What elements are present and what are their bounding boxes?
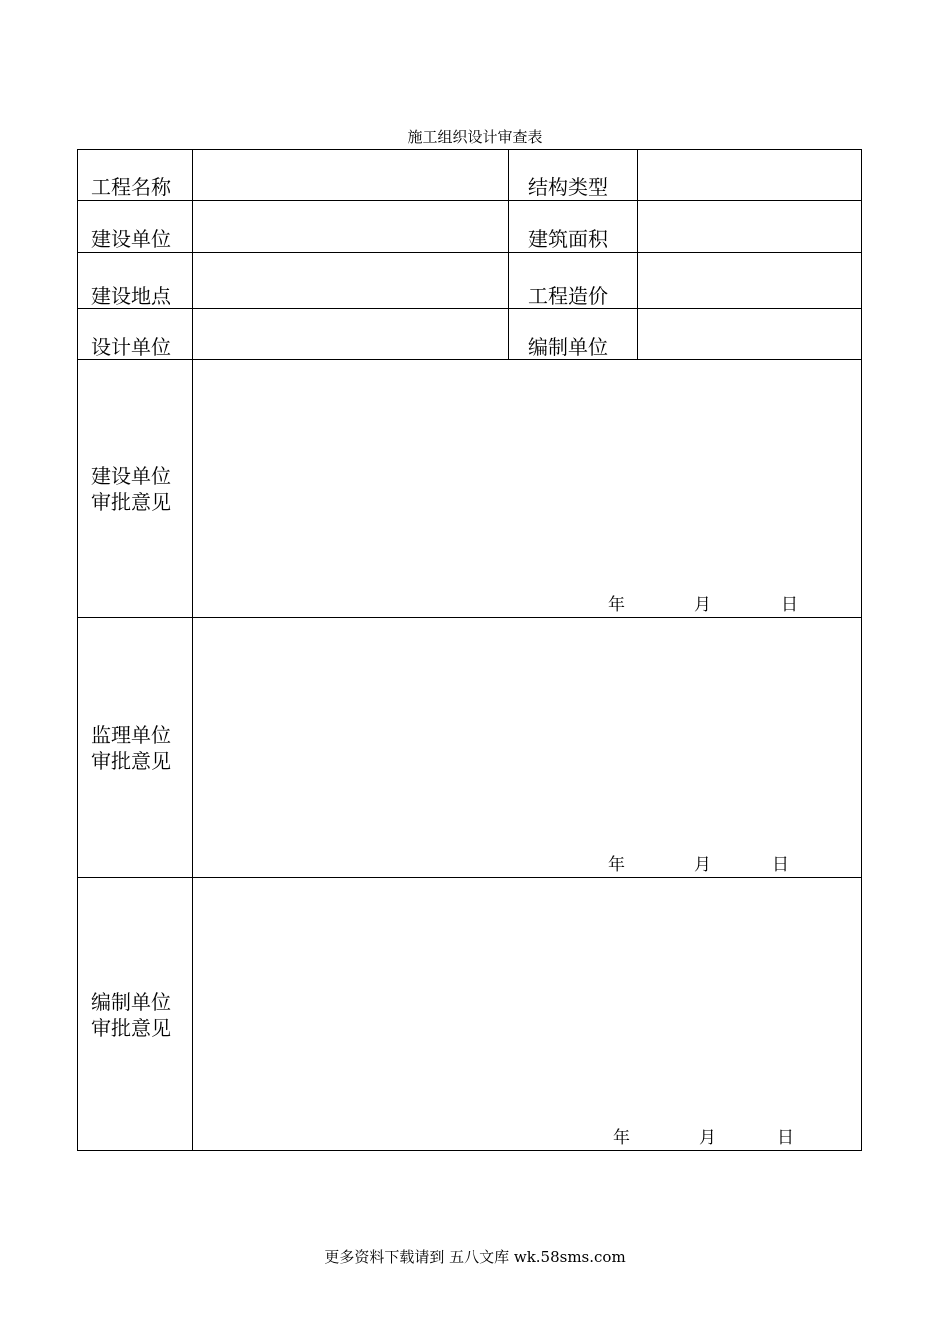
date-month-label: 月 bbox=[694, 595, 711, 615]
row-divider bbox=[77, 617, 862, 618]
date-day-label: 日 bbox=[777, 1128, 794, 1148]
footer-text: 更多资料下载请到 五八文库 wk.58sms.com bbox=[324, 1248, 626, 1266]
info-mid-divider-2 bbox=[637, 149, 638, 360]
date-day-label: 日 bbox=[772, 855, 789, 875]
table-border-right bbox=[861, 149, 862, 1151]
structure-type-label: 结构类型 bbox=[528, 175, 608, 199]
date-year-label: 年 bbox=[608, 855, 625, 875]
row-divider bbox=[77, 200, 862, 201]
project-name-label: 工程名称 bbox=[91, 175, 171, 199]
date-year-label: 年 bbox=[613, 1128, 630, 1148]
project-cost-label: 工程造价 bbox=[528, 284, 608, 308]
page-title: 施工组织设计审查表 bbox=[407, 128, 543, 146]
approval-label-line1: 编制单位 bbox=[91, 990, 171, 1014]
builder-approval-label bbox=[91, 463, 191, 515]
info-mid-divider-1 bbox=[508, 149, 509, 360]
approval-label-line2: 审批意见 bbox=[91, 490, 171, 514]
building-area-label: 建筑面积 bbox=[528, 227, 608, 251]
date-month-label: 月 bbox=[694, 855, 711, 875]
date-day-label: 日 bbox=[781, 595, 798, 615]
row-divider bbox=[77, 359, 862, 360]
compiler-unit-label: 编制单位 bbox=[528, 335, 608, 359]
table-border-bottom bbox=[77, 1150, 862, 1151]
label-column-divider bbox=[192, 149, 193, 1151]
build-location-label: 建设地点 bbox=[91, 284, 171, 308]
builder-unit-label: 建设单位 bbox=[91, 227, 171, 251]
design-unit-label: 设计单位 bbox=[91, 335, 171, 359]
table-border-left bbox=[77, 149, 78, 1151]
row-divider bbox=[77, 308, 862, 309]
date-month-label: 月 bbox=[699, 1128, 716, 1148]
approval-label-line2: 审批意见 bbox=[91, 749, 171, 773]
table-border-top bbox=[77, 149, 862, 150]
compiler-approval-label bbox=[91, 989, 191, 1041]
supervisor-approval-label bbox=[91, 722, 191, 774]
approval-label-line1: 监理单位 bbox=[91, 723, 171, 747]
approval-label-line1: 建设单位 bbox=[91, 464, 171, 488]
row-divider bbox=[77, 877, 862, 878]
date-year-label: 年 bbox=[608, 595, 625, 615]
row-divider bbox=[77, 252, 862, 253]
approval-label-line2: 审批意见 bbox=[91, 1016, 171, 1040]
